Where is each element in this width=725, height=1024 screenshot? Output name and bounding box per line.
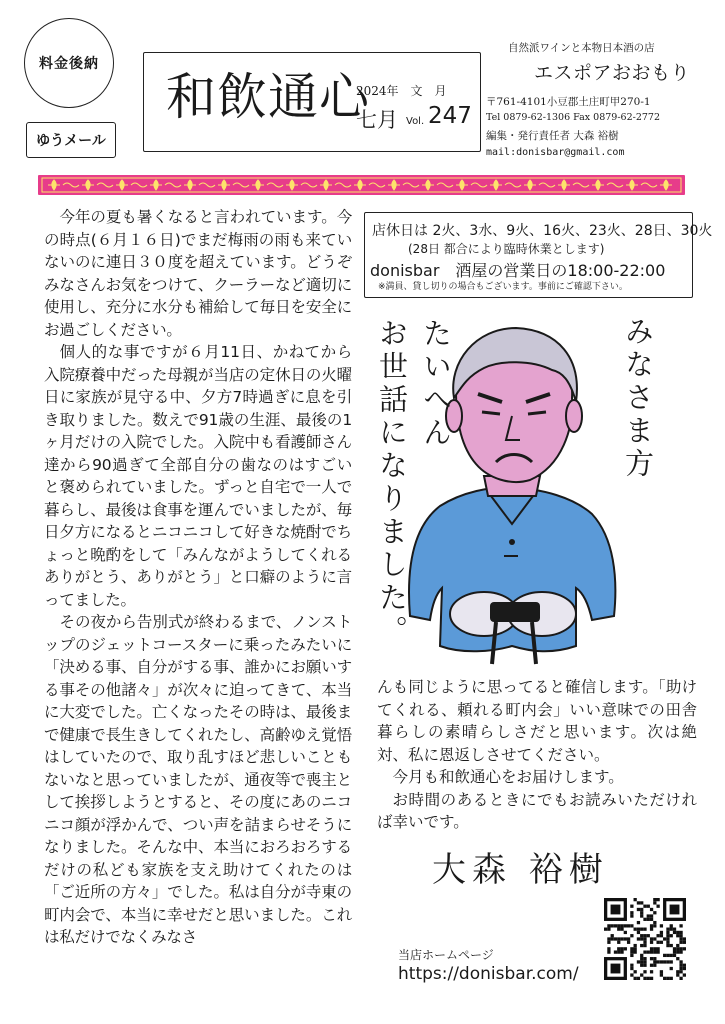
scroll-motif <box>369 183 385 187</box>
article-paragraph: お時間のあるときにでもお読みいただければ幸いです。 <box>377 790 697 831</box>
fleur-motif <box>490 180 502 190</box>
homepage-url[interactable]: https://donisbar.com/ <box>398 964 579 984</box>
holiday-note: (28日 都合により臨時休業とします) <box>408 242 605 256</box>
fleur-motif <box>354 180 366 190</box>
scroll-motif <box>437 183 453 187</box>
decorative-divider-band <box>38 175 685 195</box>
newsletter-title: 和飲通心 <box>166 68 370 126</box>
bar-hours: donisbar 酒屋の営業日の18:00-22:00 <box>370 261 666 280</box>
fleur-motif <box>388 180 400 190</box>
fleur-motif <box>116 180 128 190</box>
author-signature: 大森 裕樹 <box>432 850 609 890</box>
issue-year: 2024年 文 月 <box>356 84 447 98</box>
fleur-motif <box>524 180 536 190</box>
fleur-motif <box>82 180 94 190</box>
scroll-motif <box>573 183 589 187</box>
scroll-motif <box>607 183 623 187</box>
fleur-motif <box>320 180 332 190</box>
scroll-motif <box>97 183 113 187</box>
scroll-motif <box>641 183 657 187</box>
fleur-motif <box>592 180 604 190</box>
mail-type-label: ゆうメール <box>36 133 106 149</box>
handwritten-message-right: みなさま方 <box>621 316 655 481</box>
scroll-motif <box>199 183 215 187</box>
shop-email: mail:donisbar@gmail.com <box>486 147 625 158</box>
fleur-motif <box>184 180 196 190</box>
scroll-motif <box>403 183 419 187</box>
homepage-label: 当店ホームページ <box>398 948 494 962</box>
handwritten-message-middle: たいへん <box>419 318 453 450</box>
shop-address: 〒761-4101小豆郡土庄町甲270-1 <box>486 96 651 108</box>
fleur-pattern <box>38 175 685 195</box>
fleur-motif <box>150 180 162 190</box>
article-paragraph: その夜から告別式が終わるまで、ノンストップのジェットコースターに乗ったみたいに「決める事、自分がする事、誰かにお願いする事その他諸々」が次々に迫ってきて、本当に大変でした。亡くなったその時は、最後まで健康で長生きしてくれたし、高齢ゆえ覚悟はしていたので、取り乱すほど悲しいこともないなと思っていましたが、通夜等で喪主として挨拶しようとすると、その度にあのニコニコ顔が浮かんで、つい声を詰まらせそうになりました。そんな中、本当におろおろするだけの私ども家族を支え助けてくれたのは「ご近所の方々」でした。私は自分が寺東の町内会で、本当に幸せだと思いました。これは私だけでなくみなさ <box>44 613 352 946</box>
scroll-motif <box>539 183 555 187</box>
postage-paid-stamp <box>24 18 114 108</box>
shop-phone: Tel 0879-62-1306 Fax 0879-62-2772 <box>486 112 661 123</box>
article-paragraph: んも同じように思ってると確信します。「助けてくれる、頼れる町内会」いい意味での田舎暮らしの素晴らしさだと思います。次は絶対、私に恩返しさせてください。 <box>377 678 697 764</box>
fleur-motif <box>456 180 468 190</box>
scroll-motif <box>335 183 351 187</box>
fleur-motif <box>626 180 638 190</box>
main-article-right <box>377 676 697 834</box>
scroll-motif <box>267 183 283 187</box>
scroll-motif <box>471 183 487 187</box>
reservation-notice: ※満員、貸し切りの場合もございます。事前にご確認下さい。 <box>378 282 628 292</box>
scroll-motif <box>233 183 249 187</box>
shop-tagline: 自然派ワインと本物日本酒の店 <box>508 42 655 54</box>
editor-credit: 編集・発行責任者 大森 裕樹 <box>486 130 619 142</box>
article-paragraph: 個人的な事ですが６月11日、かねてから入院療養中だった母親が当店の定休日の火曜日に家族が見守る中、夕方7時過ぎに息を引き取りました。数えで91歳の生涯、最後の1ヶ月だけの入院でした。入院中も看護師さん達から90過ぎて全部自分の歯なのはすごいと褒められていました。ずっと自宅で一人で暮らし、最後は食事を運んでいましたが、毎日夕方になるとニコニコして好きな焼酎でちょっと晩酌をして「みんながようしてくれるありがとう、ありがとう」と口癖のように言ってました。 <box>44 343 352 609</box>
fleur-motif <box>558 180 570 190</box>
shop-name: エスポアおおもり <box>534 62 691 84</box>
fleur-motif <box>48 180 60 190</box>
fleur-motif <box>218 180 230 190</box>
holiday-dates: 店休日は 2火、3水、9火、16火、23火、28日、30火 <box>372 223 713 239</box>
fleur-motif <box>660 180 672 190</box>
handwritten-message-left: お世話になりました。 <box>375 318 409 648</box>
fleur-motif <box>422 180 434 190</box>
fleur-motif <box>286 180 298 190</box>
qr-code-icon <box>604 898 686 980</box>
mail-type-box <box>26 122 116 158</box>
fleur-motif <box>252 180 264 190</box>
main-article-left <box>44 206 352 949</box>
article-paragraph: 今年の夏も暑くなると言われています。今の時点(６月１６日)でまだ梅雨の雨も来ていないのに連日３０度を超えています。どうぞみなさんお気をつけて、クーラーなど適切に使用し、充分に水分も補給して毎日を安全にお過ごしください。 <box>44 208 352 339</box>
scroll-motif <box>165 183 181 187</box>
scroll-motif <box>505 183 521 187</box>
article-paragraph: 今月も和飲通心をお届けします。 <box>392 768 624 786</box>
volume-label: Vol. <box>406 116 425 127</box>
issue-month: 七月 <box>356 108 398 132</box>
scroll-motif <box>131 183 147 187</box>
postage-fee-label: 料金後納 <box>39 56 99 72</box>
scroll-motif <box>301 183 317 187</box>
scroll-motif <box>63 183 79 187</box>
volume-number: 247 <box>428 103 472 129</box>
